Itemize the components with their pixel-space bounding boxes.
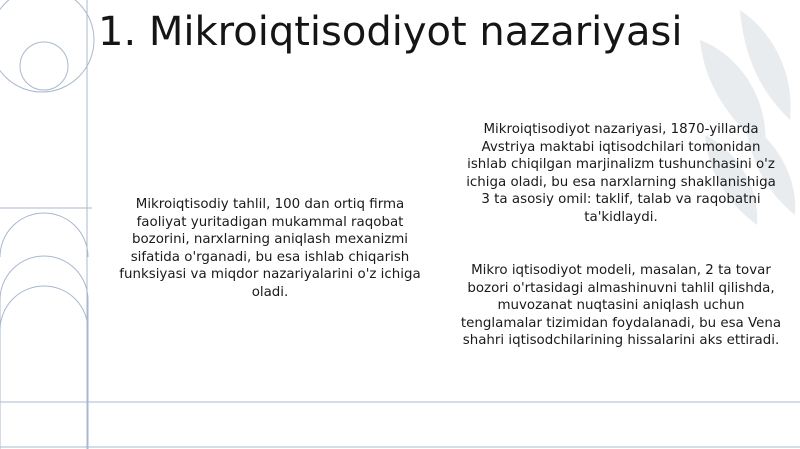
paragraph-left: Mikroiqtisodiy tahlil, 100 dan ortiq firma faoliyat yuritadigan mukammal raqobat bozorini, narxlarning aniqlash mexanizmi sifatida o'rganadi, bu esa ishlab chiqarish funksiyasi va miqdor nazariyalarini o'z ichiga oladi. (119, 197, 421, 300)
deco-circle (20, 42, 68, 90)
paragraph-right-top: Mikroiqtisodiyot nazariyasi, 1870-yillarda Avstriya maktabi iqtisodchilari tomonidan ishlab chiqilgan marjinalizm tushunchasini o'z ichiga oladi, bu esa narxlarning shakllanishiga 3 ta asosiy omil: taklif, talab va raqobatni ta'kidlaydi. (466, 122, 776, 225)
paragraph-right-bottom: Mikro iqtisodiyot modeli, masalan, 2 ta tovar bozori o'rtasidagi almashinuvni tahlil qilishda, muvozanat nuqtasini aniqlash uchun tenglamalar tizimidan foydalanadi, bu esa Vena shahri iqtisodchilarining hissalarini aks ettiradi. (460, 263, 782, 348)
deco-arch (0, 286, 88, 330)
deco-circle (0, 0, 94, 92)
slide-title: 1. Mikroiqtisodiyot nazariyasi (98, 9, 683, 55)
deco-arch (0, 213, 88, 257)
deco-arch (0, 256, 88, 449)
